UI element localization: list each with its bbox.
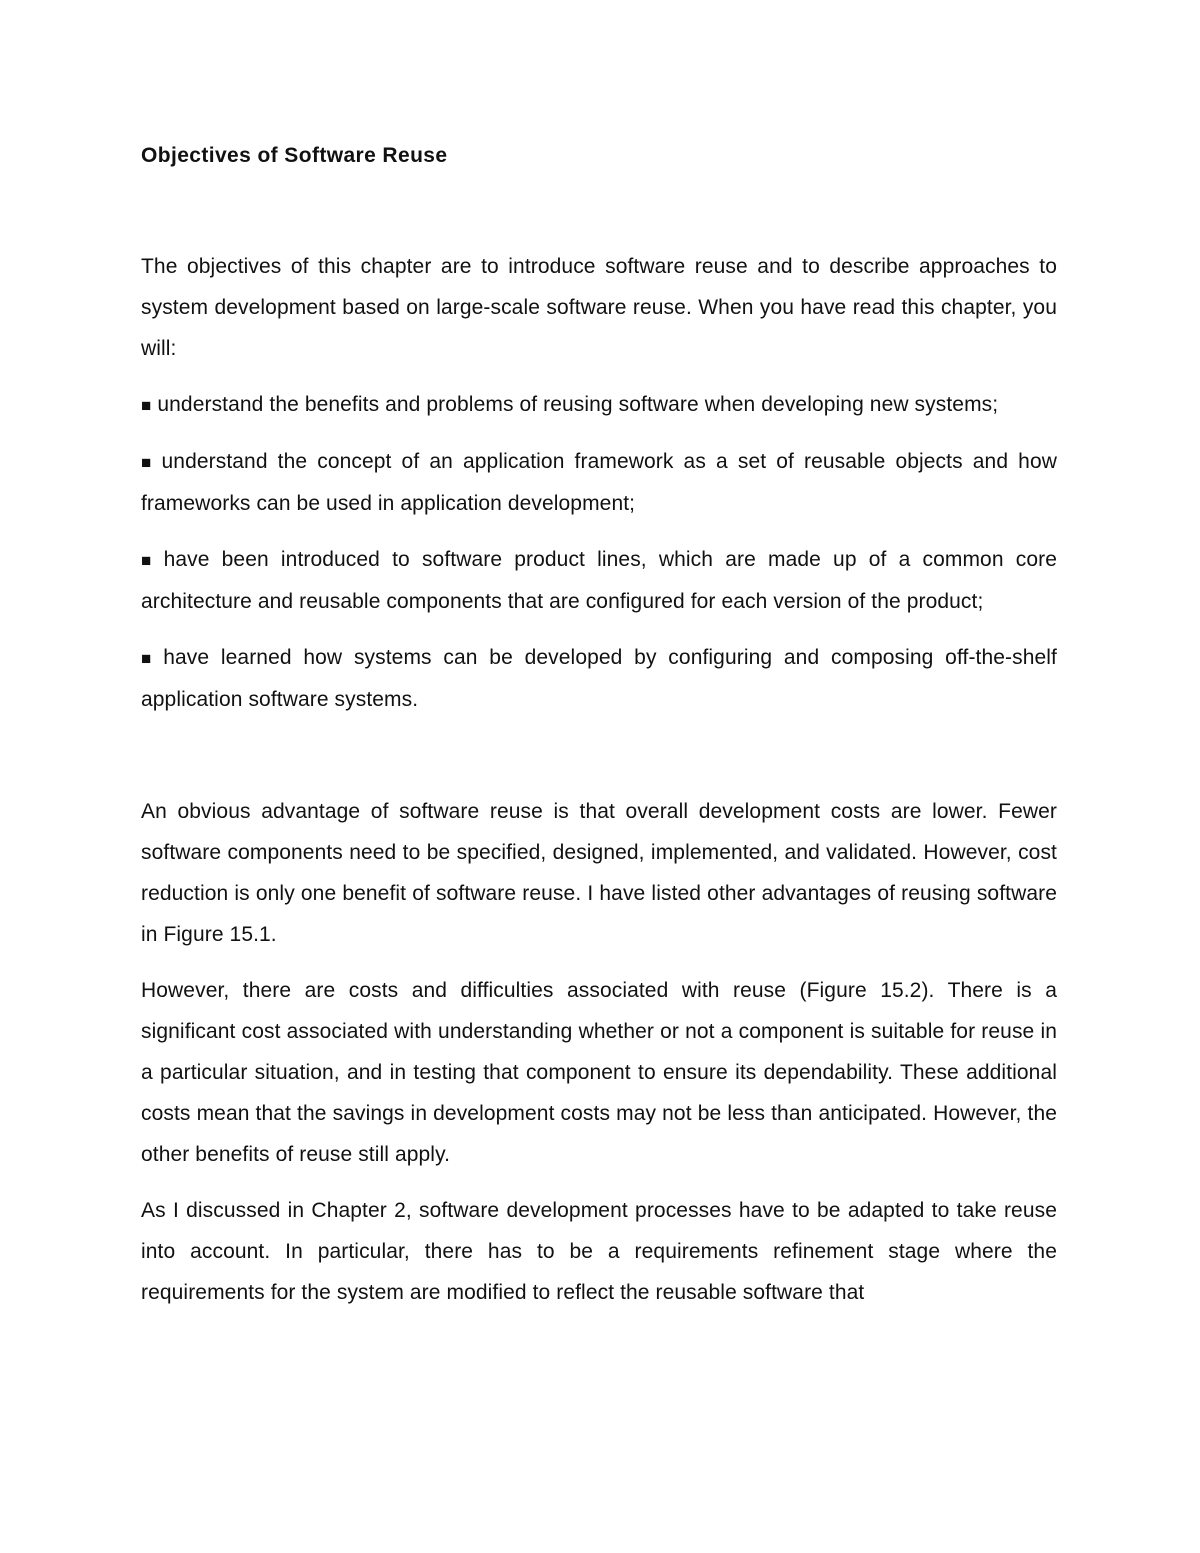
objectives-list <box>141 384 1057 720</box>
objective-item <box>141 637 1057 720</box>
objective-text: understand the concept of an application framework as a set of reusable objects and how frameworks can be used in application development; <box>141 450 1057 515</box>
objective-item <box>141 441 1057 524</box>
document-page <box>141 138 1057 1328</box>
bullet-square-icon: ■ <box>141 396 152 415</box>
objective-item <box>141 384 1057 426</box>
objective-item <box>141 539 1057 622</box>
bullet-square-icon: ■ <box>141 649 158 668</box>
body-paragraph: However, there are costs and difficulties associated with reuse (Figure 15.2). There is a significant cost associated with understanding whether or not a component is suitable for reuse in a particular situation, and in testing that component to ensure its dependability. These additional costs mean that the savings in development costs may not be less than anticipated. However, the other benefits of reuse still apply. <box>141 979 1057 1166</box>
intro-paragraph: The objectives of this chapter are to introduce software reuse and to describe approaches to system development based on large-scale software reuse. When you have read this chapter, you will: <box>141 255 1057 360</box>
body-paragraph: As I discussed in Chapter 2, software development processes have to be adapted to take reuse into account. In particular, there has to be a requirements refinement stage where the requirements for the system are modified to reflect the reusable software that <box>141 1199 1057 1304</box>
objective-text: understand the benefits and problems of reusing software when developing new systems; <box>157 393 999 416</box>
document-title: Objectives of Software Reuse <box>141 144 448 167</box>
objective-text: have learned how systems can be developed by configuring and composing off-the-shelf application software systems. <box>141 646 1057 711</box>
body-paragraph: An obvious advantage of software reuse is that overall development costs are lower. Fewer software components need to be specified, designed, implemented, and validated. However, cost reduction is only one benefit of software reuse. I have listed other advantages of reusing software in Figure 15.1. <box>141 800 1057 946</box>
objective-text: have been introduced to software product lines, which are made up of a common core architecture and reusable components that are configured for each version of the product; <box>141 548 1057 613</box>
bullet-square-icon: ■ <box>141 551 158 570</box>
section-spacer <box>141 735 1057 791</box>
bullet-square-icon: ■ <box>141 453 156 472</box>
